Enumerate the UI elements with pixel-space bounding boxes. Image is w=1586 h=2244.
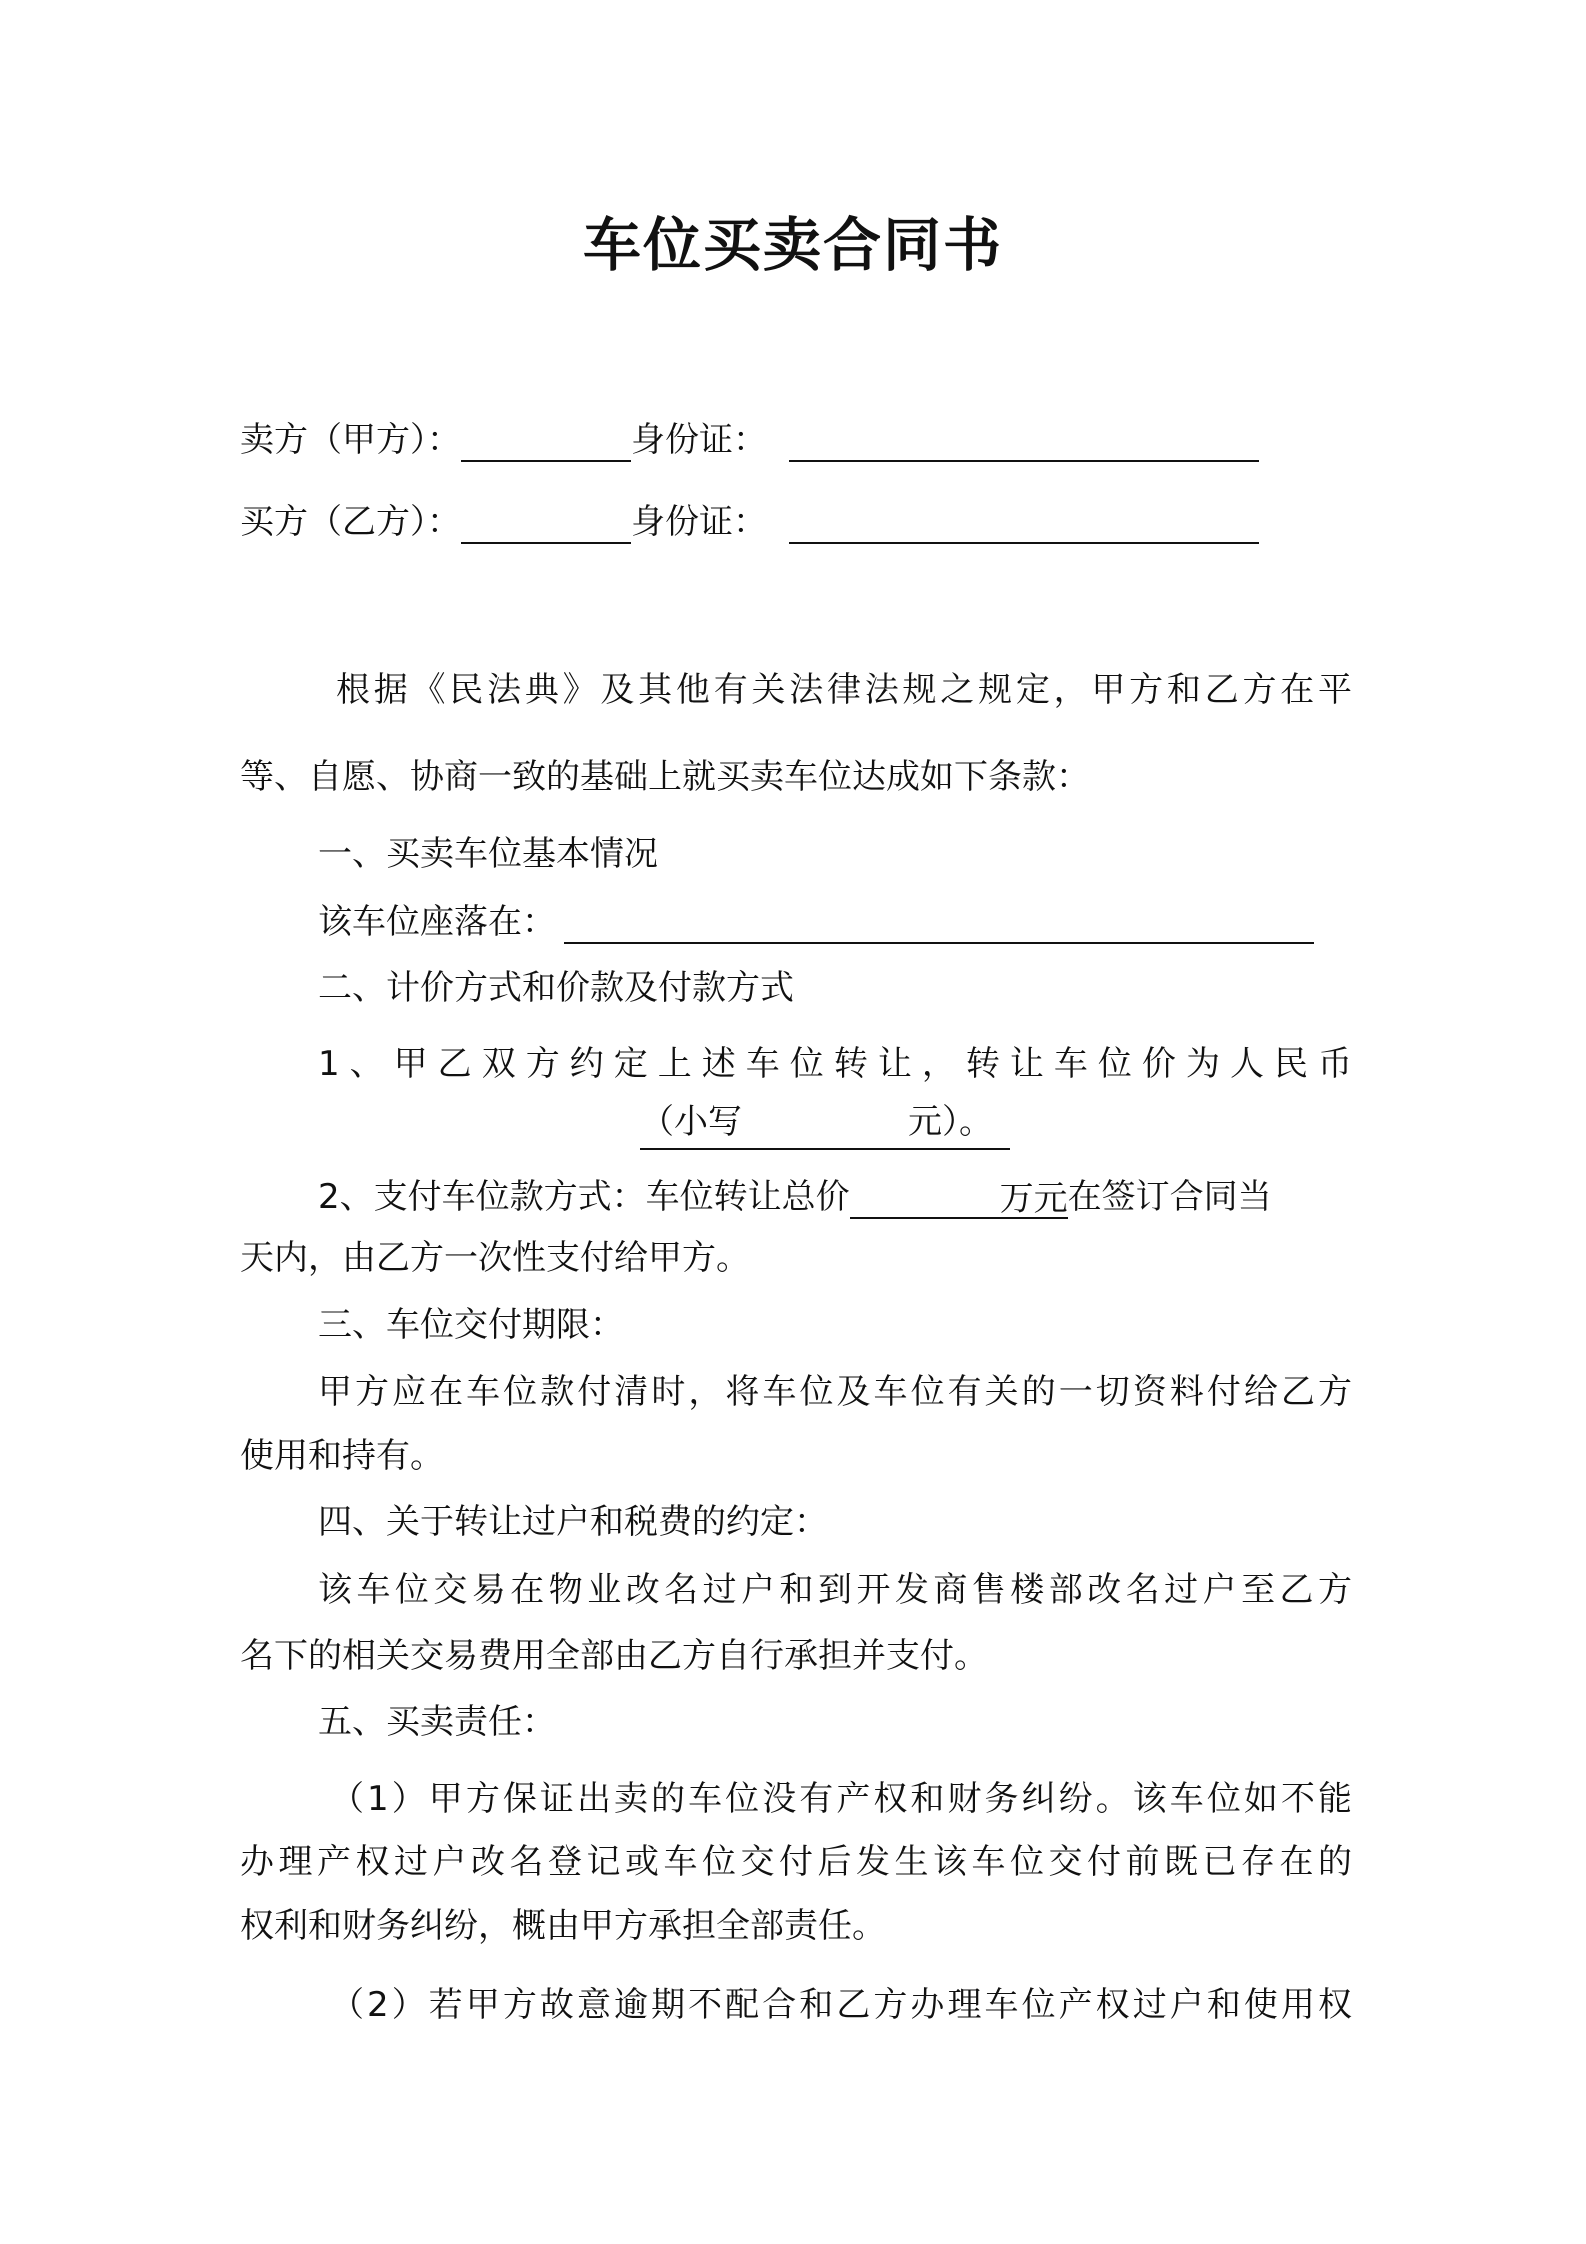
section3-line-2: 使用和持有。 [240,1436,444,1476]
section5-p1-line-2: 办理产权过户改名登记或车位交付后发生该车位交付前既已存在的 [240,1842,1352,1882]
seller-id-blank[interactable] [789,420,1259,462]
seller-row [240,418,1259,462]
location-row [318,900,1314,944]
price-small-open: （小写 [640,1102,742,1142]
document-title: 车位买卖合同书 [582,211,1003,279]
seller-label: 卖方（甲方）： [240,420,461,460]
section4-heading: 四、关于转让过户和税费的约定： [318,1502,828,1542]
price-small-row [640,1100,1010,1150]
payment-line-2: 天内，由乙方一次性支付给甲方。 [240,1238,750,1278]
buyer-label: 买方（乙方）： [240,502,461,542]
buyer-id-blank[interactable] [789,502,1259,544]
payment-line-1 [318,1175,1272,1219]
section4-line-2: 名下的相关交易费用全部由乙方自行承担并支付。 [240,1636,988,1676]
buyer-name-blank[interactable] [461,502,631,544]
price-line-1: 1、甲乙双方约定上述车位转让，转让车位价为人民币 [318,1044,1352,1084]
buyer-id-label: 身份证： [631,502,767,542]
buyer-row [240,500,1259,544]
intro-line-1: 根据《民法典》及其他有关法律法规之规定，甲方和乙方在平 [336,670,1352,710]
section3-heading: 三、车位交付期限： [318,1305,624,1345]
section5-p1-line-1: （1）甲方保证出卖的车位没有产权和财务纠纷。该车位如不能 [330,1779,1352,1819]
section2-heading: 二、计价方式和价款及付款方式 [318,968,794,1008]
location-label: 该车位座落在： [318,902,556,942]
section5-heading: 五、买卖责任： [318,1702,556,1742]
payment-prefix: 2、支付车位款方式：车位转让总价 [318,1177,850,1217]
intro-line-2: 等、自愿、协商一致的基础上就买卖车位达成如下条款： [240,757,1090,797]
section5-p2-line-1: （2）若甲方故意逾期不配合和乙方办理车位产权过户和使用权 [330,1985,1352,2025]
section4-line-1: 该车位交易在物业改名过户和到开发商售楼部改名过户至乙方 [318,1570,1352,1610]
price-small-close: 元）。 [908,1102,993,1142]
section1-heading: 一、买卖车位基本情况 [318,834,658,874]
payment-unit: 万元 [999,1179,1068,1219]
section5-p1-line-3: 权利和财务纠纷，概由甲方承担全部责任。 [240,1906,886,1946]
location-blank[interactable] [564,902,1314,944]
payment-suffix: 在签订合同当 [1067,1177,1272,1217]
seller-name-blank[interactable] [461,420,631,462]
section3-line-1: 甲方应在车位款付清时，将车位及车位有关的一切资料付给乙方 [318,1372,1352,1412]
seller-id-label: 身份证： [631,420,767,460]
payment-amount-blank[interactable] [850,1177,1000,1219]
